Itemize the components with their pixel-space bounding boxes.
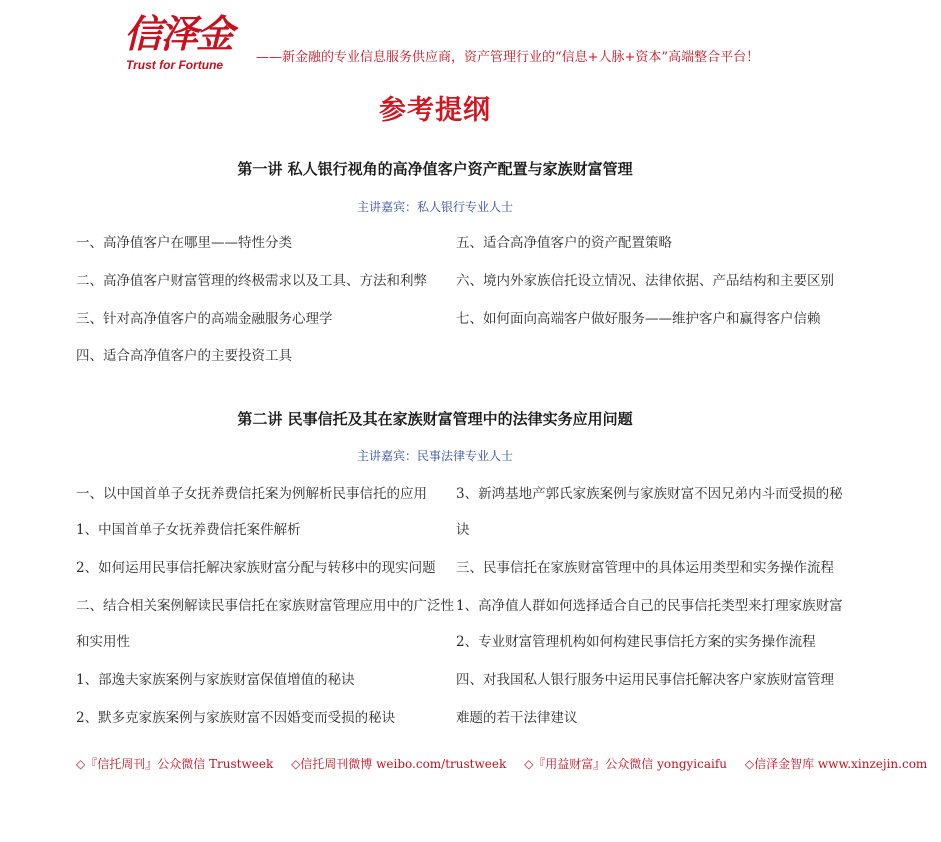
lecture2-item: 诀	[456, 522, 470, 538]
lecture2-item: 二、结合相关案例解读民事信托在家族财富管理应用中的广泛性	[76, 598, 454, 614]
lecture2-item: 1、高净值人群如何选择适合自己的民事信托类型来打理家族财富	[456, 598, 843, 614]
logo-tagline: Trust for Fortune	[126, 58, 224, 72]
footer-link-xinzejin-site[interactable]: ◇信泽金智库 www.xinzejin.com	[744, 757, 928, 771]
lecture2-item: 1、部逸夫家族案例与家族财富保值增值的秘诀	[76, 672, 355, 688]
lecture2-title: 第二讲 民事信托及其在家族财富管理中的法律实务应用问题	[237, 410, 633, 428]
footer-links	[76, 755, 928, 772]
lecture1-speaker: 主讲嘉宾：私人银行专业人士	[356, 200, 513, 214]
lecture2-item: 1、中国首单子女抚养费信托案件解析	[76, 522, 301, 538]
lecture2-item: 2、默多克家族案例与家族财富不因婚变而受损的秘诀	[76, 710, 396, 726]
lecture1-item: 一、高净值客户在哪里——特性分类	[76, 235, 292, 251]
lecture2-item: 2、如何运用民事信托解决家族财富分配与转移中的现实问题	[76, 560, 436, 576]
lecture1-item: 三、针对高净值客户的高端金融服务心理学	[76, 311, 333, 327]
lecture2-item: 3、新鸿基地产郭氏家族案例与家族财富不因兄弟内斗而受损的秘	[456, 486, 843, 502]
lecture2-item: 难题的若干法律建议	[456, 710, 578, 726]
lecture1-item: 四、适合高净值客户的主要投资工具	[76, 348, 292, 364]
brand-logo[interactable]	[118, 10, 248, 80]
footer-link-trustweek-weibo[interactable]: ◇信托周刊微博 weibo.com/trustweek	[291, 757, 507, 771]
lecture2-item: 和实用性	[76, 634, 130, 650]
lecture2-item: 三、民事信托在家族财富管理中的具体运用类型和实务操作流程	[456, 560, 834, 576]
document-title: 参考提纲	[379, 95, 491, 126]
lecture1-item: 二、高净值客户财富管理的终极需求以及工具、方法和利弊	[76, 273, 427, 289]
lecture1-item: 七、如何面向高端客户做好服务——维护客户和赢得客户信赖	[456, 311, 821, 327]
lecture2-item: 四、对我国私人银行服务中运用民事信托解决客户家族财富管理	[456, 672, 834, 688]
footer-link-trustweek-wechat[interactable]: ◇『信托周刊』公众微信 Trustweek	[76, 757, 274, 771]
lecture2-item: 一、以中国首单子女抚养费信托案为例解析民事信托的应用	[76, 486, 427, 502]
header	[118, 10, 838, 80]
logo-text: 信泽金	[124, 12, 233, 56]
lecture1-item: 六、境内外家族信托设立情况、法律依据、产品结构和主要区别	[456, 273, 834, 289]
lecture1-item: 五、适合高净值客户的资产配置策略	[456, 235, 672, 251]
lecture2-item: 2、专业财富管理机构如何构建民事信托方案的实务操作流程	[456, 634, 816, 650]
slogan: ——新金融的专业信息服务供应商，资产管理行业的“信息+人脉+资本”高端整合平台！	[256, 50, 760, 65]
lecture2-speaker: 主讲嘉宾：民事法律专业人士	[356, 449, 513, 463]
lecture1-title: 第一讲 私人银行视角的高净值客户资产配置与家族财富管理	[237, 160, 633, 178]
footer-link-yongyi-wechat[interactable]: ◇『用益财富』公众微信 yongyicaifu	[524, 757, 728, 771]
